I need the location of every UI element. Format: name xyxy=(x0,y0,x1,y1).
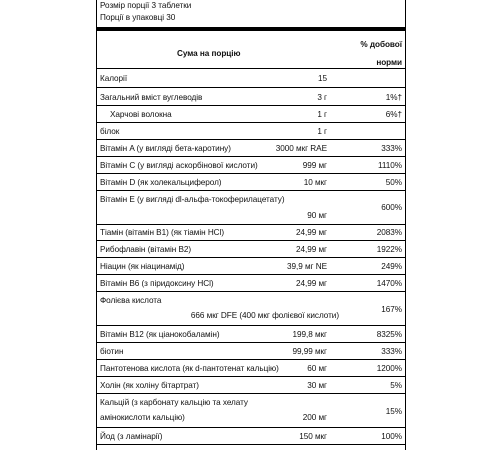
nutrient-amount: 30 мг xyxy=(307,381,327,390)
nutrient-dv: 1200% xyxy=(376,364,402,373)
nutrient-name: Пантотенова кислота (як d-пантотенат кальцію) xyxy=(100,364,279,373)
table-row xyxy=(97,432,405,442)
nutrient-name: Фолієва кислота xyxy=(100,296,162,305)
nutrient-amount: 1 г xyxy=(317,127,327,136)
nutrient-name-continued: амінокислоти кальцію) xyxy=(100,413,185,422)
nutrient-amount: 999 мг xyxy=(302,161,327,170)
nutrient-dv: 1110% xyxy=(377,161,402,170)
header-rule xyxy=(97,68,405,69)
nutrient-amount: 24,99 мг xyxy=(296,228,327,237)
nutrient-amount: 24,99 мг xyxy=(296,245,327,254)
amount-per-serving-header: Сума на порцію xyxy=(177,49,241,58)
servings-per-container: Порції в упаковці 30 xyxy=(100,13,176,22)
nutrient-dv: 5% xyxy=(390,381,402,390)
nutrient-name: Загальний вміст вуглеводів xyxy=(100,93,203,102)
nutrient-name: Рибофлавін (вітамін B2) xyxy=(100,245,192,254)
nutrient-amount: 99,99 мкг xyxy=(292,347,327,356)
serving-size: Розмір порції 3 таблетки xyxy=(100,1,192,10)
table-row xyxy=(97,144,405,154)
header-divider xyxy=(97,27,405,31)
nutrient-name: Калорії xyxy=(100,74,128,83)
nutrient-amount: 60 мг xyxy=(307,364,327,373)
table-row xyxy=(97,330,405,340)
table-row xyxy=(97,279,405,289)
nutrient-name: Кальцій (з карбонату кальцію та хелату xyxy=(100,398,248,407)
table-row xyxy=(97,245,405,255)
nutrient-name: Ніацин (як ніацинамід) xyxy=(100,262,185,271)
nutrient-amount: 199,8 мкг xyxy=(292,330,327,339)
nutrient-name: Вітамін B12 (як ціанокобаламін) xyxy=(100,330,220,339)
table-row xyxy=(97,93,405,103)
nutrient-dv: 167% xyxy=(381,305,402,314)
nutrient-dv: 15% xyxy=(385,407,402,416)
nutrient-dv: 1470% xyxy=(376,279,402,288)
nutrient-name: Йод (з ламінарії) xyxy=(100,432,163,441)
nutrient-dv: 1%† xyxy=(385,93,402,102)
nutrient-amount: 15 xyxy=(317,74,327,83)
nutrient-amount: 150 мкг xyxy=(299,432,327,441)
nutrient-name: Вітамін E (у вигляді dl-альфа-токоферилацетату) xyxy=(100,195,285,204)
nutrient-name: Вітамін A (у вигляді бета-каротину) xyxy=(100,144,231,153)
nutrient-dv: 50% xyxy=(385,178,402,187)
table-row xyxy=(97,195,405,221)
nutrient-amount: 200 мг xyxy=(302,413,327,422)
nutrient-name: білок xyxy=(100,127,120,136)
nutrient-dv: 8325% xyxy=(376,330,402,339)
nutrient-amount: 24,99 мг xyxy=(296,279,327,288)
table-row xyxy=(97,228,405,238)
table-row xyxy=(97,262,405,272)
nutrient-dv: 2083% xyxy=(376,228,402,237)
nutrient-name: Харчові волокна xyxy=(110,110,172,119)
table-row xyxy=(97,74,405,84)
daily-value-header-line2: норми xyxy=(376,58,402,67)
table-row xyxy=(97,110,405,120)
nutrient-dv: 1922% xyxy=(376,245,402,254)
table-row xyxy=(97,398,405,424)
table-row xyxy=(97,347,405,357)
table-row xyxy=(97,364,405,374)
nutrient-name: Вітамін D (як холекальциферол) xyxy=(100,178,222,187)
nutrient-amount: 3000 мкг RAE xyxy=(275,144,327,153)
nutrient-amount: 1 г xyxy=(317,110,327,119)
daily-value-header-line1: % добової xyxy=(360,40,402,49)
nutrient-dv: 333% xyxy=(381,144,402,153)
supplement-facts-panel xyxy=(96,0,406,450)
nutrient-dv: 100% xyxy=(381,432,402,441)
table-row xyxy=(97,161,405,171)
nutrient-amount: 3 г xyxy=(317,93,327,102)
nutrient-name: Тіамін (вітамін B1) (як тіамін HCl) xyxy=(100,228,224,237)
nutrient-amount: 10 мкг xyxy=(303,178,327,187)
table-row xyxy=(97,381,405,391)
nutrient-name: Вітамін C (у вигляді аскорбінової кислоти) xyxy=(100,161,258,170)
table-row xyxy=(97,296,405,322)
table-row xyxy=(97,127,405,137)
nutrient-amount: 666 мкг DFE (400 мкг фолієвої кислоти) xyxy=(190,311,339,320)
table-row xyxy=(97,178,405,188)
nutrient-amount: 90 мг xyxy=(307,211,327,220)
nutrient-dv: 6%† xyxy=(385,110,402,119)
nutrient-dv: 333% xyxy=(381,347,402,356)
nutrient-dv: 600% xyxy=(381,203,402,212)
nutrient-dv: 249% xyxy=(381,262,402,271)
nutrient-name: Вітамін B6 (з піридоксину HCl) xyxy=(100,279,214,288)
nutrient-name: Холін (як холіну бітартрат) xyxy=(100,381,199,390)
nutrient-name: біотин xyxy=(100,347,124,356)
nutrient-amount: 39,9 мг NE xyxy=(287,262,327,271)
